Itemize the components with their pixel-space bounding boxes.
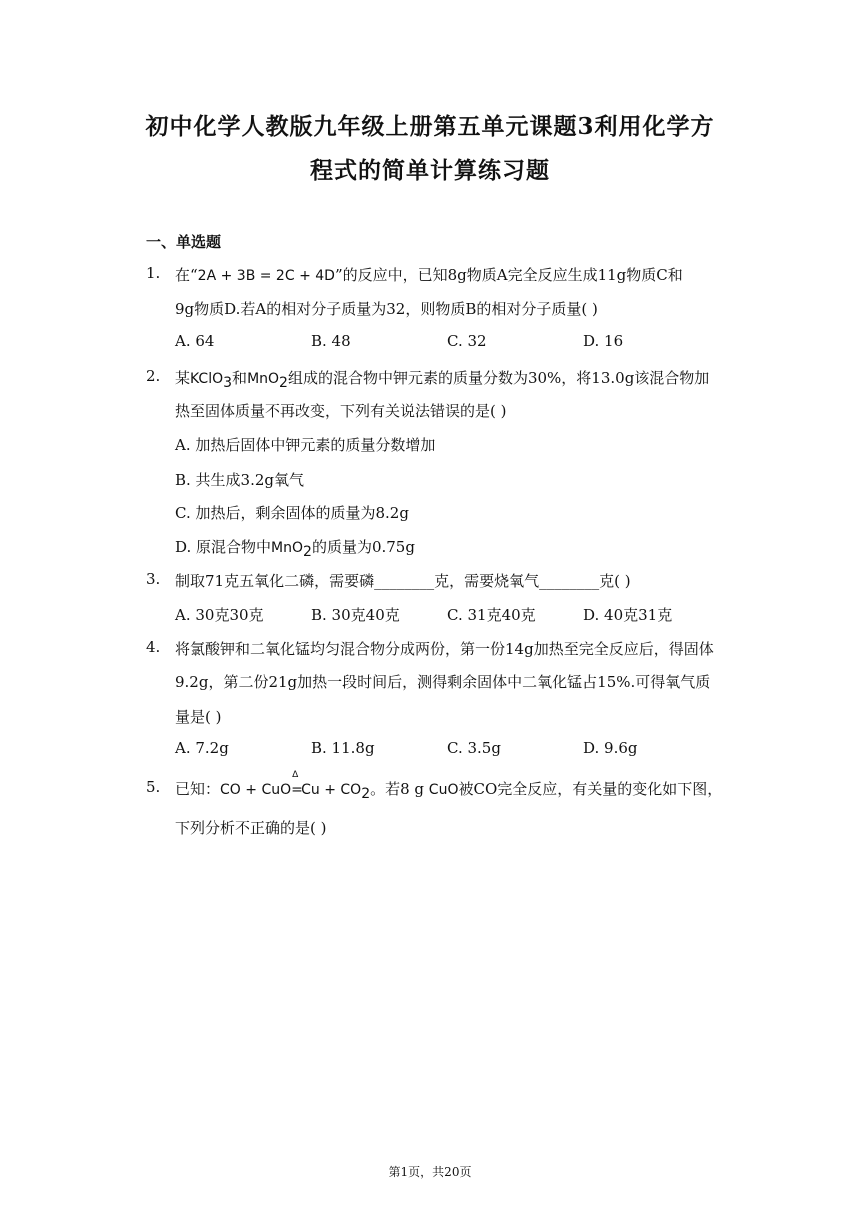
question-2-line-2: 热至固体质量不再改变，下列有关说法错误的是( )	[175, 402, 507, 420]
question-5-text-c: 被CO完全反应，有关量的变化如下图，	[458, 780, 723, 798]
question-2-option-b[interactable]: B. 共生成3.2g氧气	[175, 471, 305, 489]
question-3-option-d[interactable]: D. 40克31克	[583, 606, 673, 624]
question-2-line-1	[175, 367, 709, 391]
question-1-option-c[interactable]: C. 32	[447, 332, 487, 350]
question-4-line-3: 量是( )	[175, 708, 222, 726]
question-1-text-b: ”的反应中，已知8g物质A完全反应生成11g物质C和	[334, 266, 683, 284]
question-5-line-2: 下列分析不正确的是( )	[175, 819, 327, 837]
question-5-cuo: CuO	[428, 782, 459, 798]
question-2-mno2-subscript: 2	[279, 375, 288, 391]
question-2-option-a[interactable]: A. 加热后固体中钾元素的质量分数增加	[175, 436, 436, 454]
question-1-equation: 2A + 3B = 2C + 4D	[197, 268, 335, 284]
question-2-text-b: 和	[232, 369, 248, 387]
question-4-option-a[interactable]: A. 7.2g	[175, 739, 229, 757]
question-1-text-a: 在“	[175, 266, 198, 284]
question-1-option-d[interactable]: D. 16	[583, 332, 624, 350]
question-3-option-b[interactable]: B. 30克40克	[311, 606, 400, 624]
question-3-line-1: 制取71克五氧化二磷，需要磷________克，需要烧氧气________克( )	[175, 572, 631, 590]
question-2-option-d-text-b: 的质量为0.75g	[311, 538, 415, 556]
question-2-text-a: 某	[175, 369, 191, 387]
question-4-option-d[interactable]: D. 9.6g	[583, 739, 638, 757]
question-2-option-d-mno2: MnO	[271, 540, 304, 556]
question-1-line-1	[175, 264, 683, 285]
page-title-line-2: 程式的简单计算练习题	[310, 157, 550, 184]
question-4-option-b[interactable]: B. 11.8g	[311, 739, 375, 757]
question-5-equation-left: CO + CuO	[220, 782, 292, 798]
question-5-text-b: 。若8 g	[370, 780, 429, 798]
question-5-equation-right: Cu + CO	[301, 782, 362, 798]
question-5-number: 5.	[146, 778, 161, 796]
question-2-mno2: MnO	[247, 371, 280, 387]
page-title-line-1: 初中化学人教版九年级上册第五单元课题3利用化学方	[145, 113, 715, 140]
question-2-option-d-subscript: 2	[303, 544, 312, 560]
question-2-number: 2.	[146, 367, 161, 385]
question-4-number: 4.	[146, 638, 161, 656]
question-2-option-c[interactable]: C. 加热后，剩余固体的质量为8.2g	[175, 504, 409, 522]
question-2-kclo3: KClO	[190, 371, 224, 387]
question-1-option-a[interactable]: A. 64	[175, 332, 215, 350]
question-5-co2-subscript: 2	[361, 786, 371, 802]
question-5-heat-equals-sign: Δ =	[291, 770, 303, 798]
question-3-option-c[interactable]: C. 31克40克	[447, 606, 536, 624]
question-3-option-a[interactable]: A. 30克30克	[175, 606, 264, 624]
section-heading: 一、单选题	[146, 233, 222, 251]
question-2-kclo3-subscript: 3	[223, 375, 233, 391]
question-2-text-c: 组成的混合物中钾元素的质量分数为30%，将13.0g该混合物加	[287, 369, 710, 387]
question-1-line-2: 9g物质D.若A的相对分子质量为32，则物质B的相对分子质量( )	[175, 300, 598, 318]
question-1-option-b[interactable]: B. 48	[311, 332, 351, 350]
question-5-text-a: 已知：	[175, 780, 221, 798]
question-3-number: 3.	[146, 570, 161, 588]
question-4-line-2: 9.2g，第二份21g加热一段时间后，测得剩余固体中二氧化锰占15%.可得氧气质	[175, 673, 711, 691]
page-footer: 第1页，共20页	[388, 1165, 472, 1179]
question-2-option-d[interactable]	[175, 536, 415, 560]
question-4-option-c[interactable]: C. 3.5g	[447, 739, 501, 757]
question-5-line-1	[175, 770, 723, 802]
question-5-delta-symbol: Δ	[292, 770, 299, 780]
question-2-option-d-text-a: D. 原混合物中	[175, 538, 272, 556]
question-1-number: 1.	[146, 264, 161, 282]
question-4-line-1: 将氯酸钾和二氧化锰均匀混合物分成两份，第一份14g加热至完全反应后，得固体	[175, 640, 714, 658]
